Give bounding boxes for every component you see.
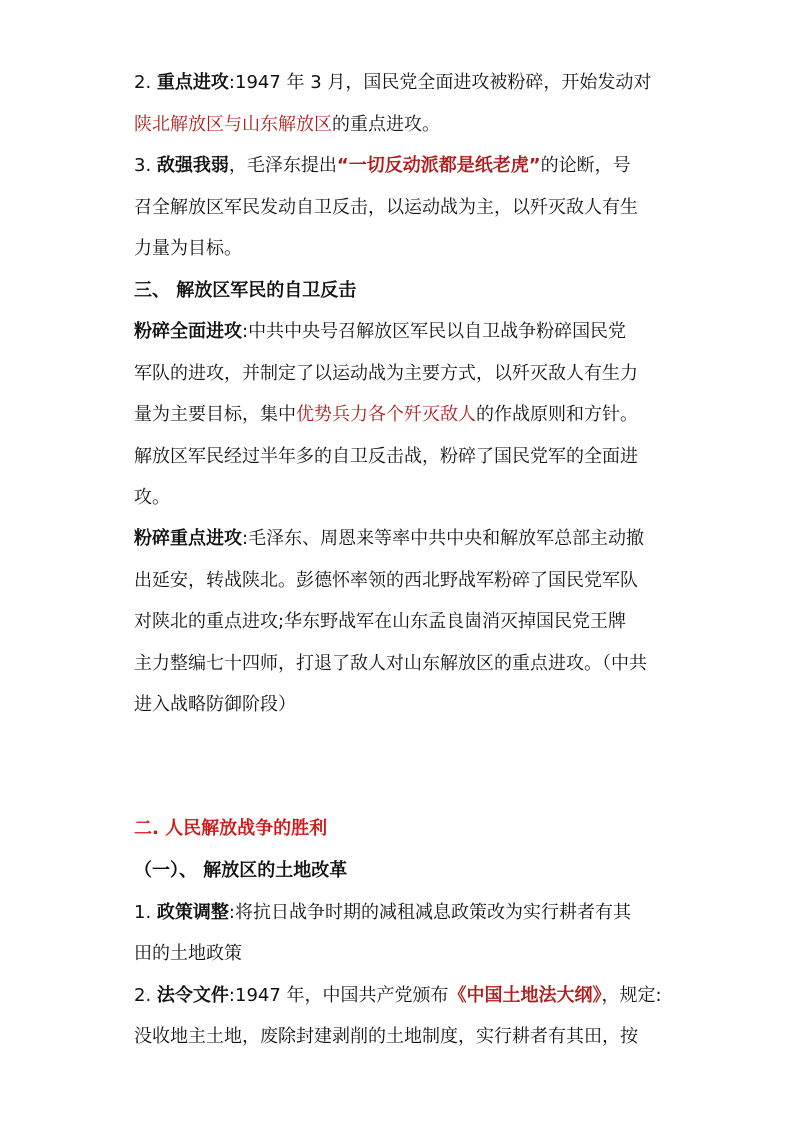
item-title: 法令文件 bbox=[156, 985, 229, 1006]
item-text: 的作战原则和方针。 bbox=[476, 404, 638, 425]
paragraph-line bbox=[134, 72, 651, 94]
paragraph-line bbox=[134, 321, 626, 343]
item-title: 政策调整 bbox=[156, 902, 229, 923]
paragraph-line bbox=[134, 114, 440, 136]
paragraph-line bbox=[134, 404, 638, 426]
paragraph-line: 没收地主土地，废除封建剥削的土地制度，实行耕者有其田，按 bbox=[134, 1026, 638, 1047]
paragraph-line bbox=[134, 902, 631, 924]
item-colon: : bbox=[228, 72, 235, 93]
paragraph-line: 解放区军民经过半年多的自卫反击战，粉碎了国民党军的全面进 bbox=[134, 446, 638, 467]
item-title: 粉碎全面进攻 bbox=[134, 321, 242, 342]
paragraph-line: 攻。 bbox=[134, 487, 170, 508]
paragraph-line: 对陕北的重点进攻;华东野战军在山东孟良崮消灭掉国民党王牌 bbox=[134, 611, 627, 632]
paragraph-line: 主力整编七十四师，打退了敌人对山东解放区的重点进攻。（中共 bbox=[134, 653, 647, 674]
subsection-heading: （一）、 解放区的土地改革 bbox=[134, 860, 348, 881]
paragraph-line: 军队的进攻，并制定了以运动战为主要方式，以歼灭敌人有生力 bbox=[134, 363, 638, 384]
paragraph-line bbox=[134, 528, 644, 550]
chapter-heading: 二. 人民解放战争的胜利 bbox=[134, 818, 328, 839]
item-text: 的重点进攻。 bbox=[332, 114, 440, 135]
paragraph-line: 进入战略防御阶段） bbox=[134, 694, 296, 715]
paragraph-line: 田的土地政策 bbox=[134, 943, 242, 964]
item-title: 敌强我弱 bbox=[156, 155, 229, 176]
item-text: 的论断，号 bbox=[540, 155, 631, 176]
item-text: :毛泽东、周恩来等率中共中央和解放军总部主动撤 bbox=[242, 528, 645, 549]
highlight-text: 陕北解放区与山东解放区 bbox=[134, 114, 332, 135]
paragraph-line bbox=[134, 985, 662, 1007]
item-number: 1. bbox=[134, 902, 152, 923]
highlight-document-title: 《中国土地法大纲》 bbox=[448, 985, 602, 1006]
item-text: 1947 年 3 月，国民党全面进攻被粉碎，开始发动对 bbox=[235, 72, 652, 93]
item-number: 2. bbox=[134, 72, 152, 93]
highlight-text: 优势兵力各个歼灭敌人 bbox=[296, 404, 476, 425]
highlight-quote: “一切反动派都是纸老虎” bbox=[336, 155, 541, 176]
item-text: :将抗日战争时期的减租减息政策改为实行耕者有其 bbox=[228, 902, 631, 923]
paragraph-line: 召全解放区军民发动自卫反击，以运动战为主，以歼灭敌人有生 bbox=[134, 197, 638, 218]
paragraph-line: 出延安，转战陕北。彭德怀率领的西北野战军粉碎了国民党军队 bbox=[134, 570, 638, 591]
item-number: 2. bbox=[134, 985, 152, 1006]
item-title: 粉碎重点进攻 bbox=[134, 528, 242, 549]
item-text: :1947 年，中国共产党颁布 bbox=[228, 985, 449, 1006]
paragraph-line bbox=[134, 155, 631, 177]
item-text: ，规定: bbox=[601, 985, 662, 1006]
item-title: 重点进攻 bbox=[156, 72, 229, 93]
paragraph-line: 力量为目标。 bbox=[134, 238, 242, 259]
item-text: 量为主要目标，集中 bbox=[134, 404, 296, 425]
section-heading: 三、 解放区军民的自卫反击 bbox=[134, 280, 357, 301]
item-text: :中共中央号召解放区军民以自卫战争粉碎国民党 bbox=[242, 321, 627, 342]
item-number: 3. bbox=[134, 155, 152, 176]
item-text: ，毛泽东提出 bbox=[228, 155, 337, 176]
